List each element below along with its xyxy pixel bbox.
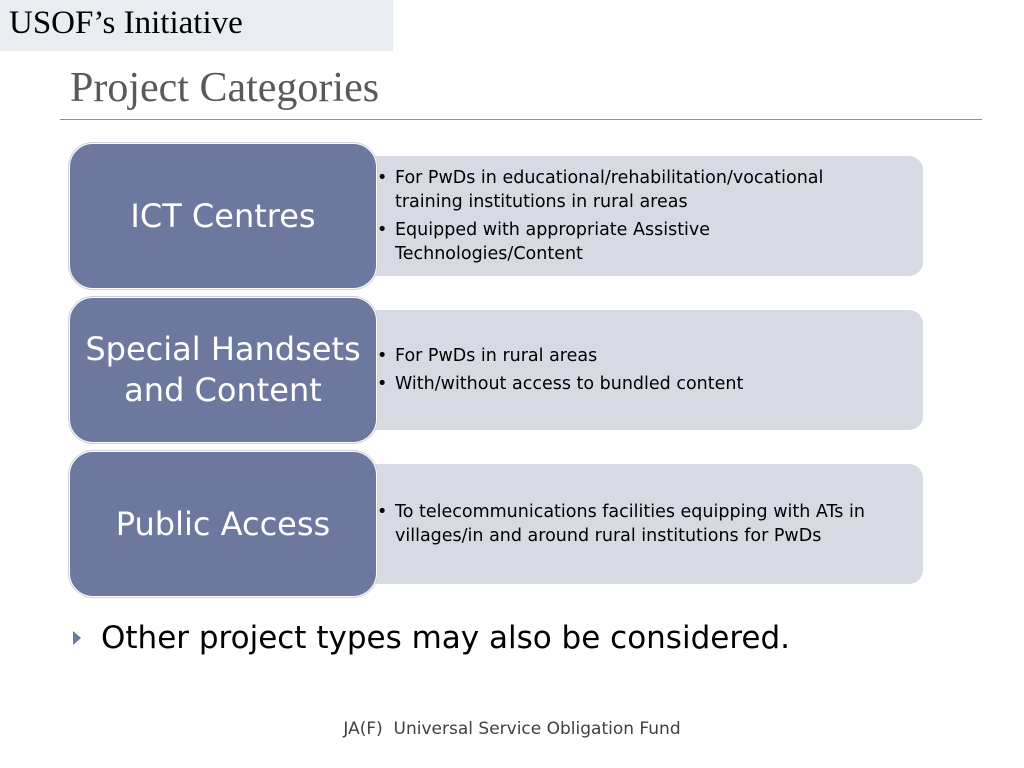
category-details-ict-centres [309, 156, 923, 276]
category-row-public-access [69, 451, 924, 597]
bullet-dot-icon: • [377, 502, 388, 522]
bullet-item: • Equipped with appropriate Assistive Technologies/Content [377, 220, 711, 264]
bullet-dot-icon: • [377, 168, 388, 188]
category-label-special-handsets: Special Handsets and Content [69, 297, 377, 443]
bullet-list [375, 464, 893, 584]
triangle-bullet-icon [73, 631, 81, 645]
category-row-special-handsets [69, 297, 924, 443]
category-details-special-handsets [309, 310, 923, 430]
category-row-ict-centres [69, 143, 924, 289]
bullet-item: • To telecommunications facilities equipping with ATs in villages/in and around rural institutions for PwDs [377, 502, 865, 546]
bullet-list [375, 310, 893, 430]
header-tag [0, 0, 393, 51]
category-label-public-access: Public Access [69, 451, 377, 597]
category-label-ict-centres: ICT Centres [69, 143, 377, 289]
bullet-item: • For PwDs in educational/rehabilitation/vocational training institutions in rural areas [377, 168, 824, 212]
bullet-item: • With/without access to bundled content [377, 374, 744, 394]
note-bullet [73, 620, 790, 656]
bullet-dot-icon: • [377, 346, 388, 366]
bullet-list [375, 156, 893, 276]
header-tag-text: USOF’s Initiative [9, 5, 243, 41]
bullet-item: • For PwDs in rural areas [377, 346, 598, 366]
title-divider [60, 119, 982, 120]
slide-title: Project Categories [70, 65, 380, 111]
bullet-dot-icon: • [377, 220, 388, 240]
bullet-dot-icon: • [377, 374, 388, 394]
category-details-public-access [309, 464, 923, 584]
footer-text: JA(F) Universal Service Obligation Fund [343, 719, 681, 739]
note-text: Other project types may also be considered. [101, 620, 790, 656]
